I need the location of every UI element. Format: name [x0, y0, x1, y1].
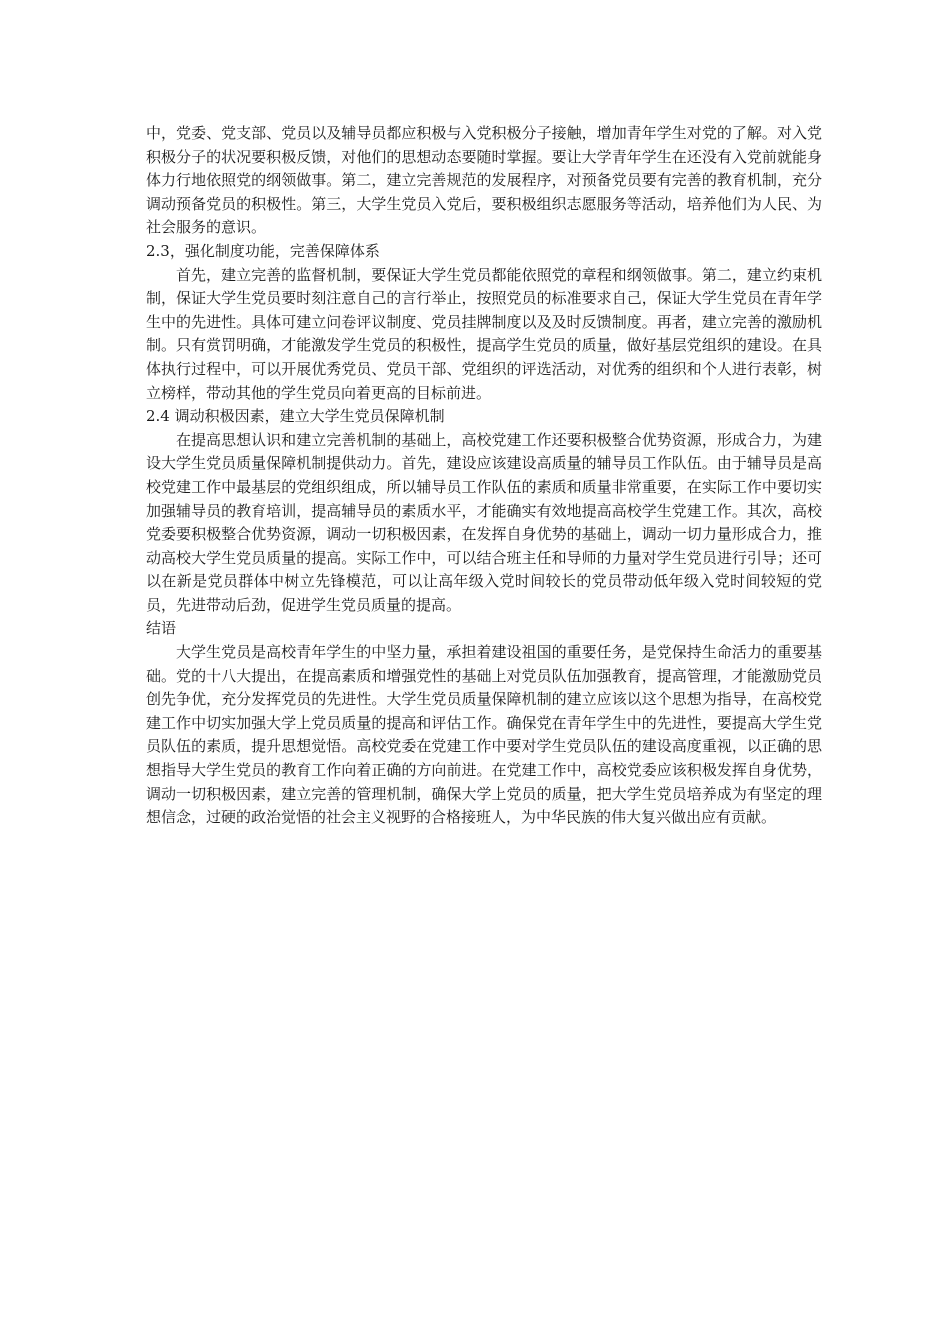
document-page [146, 122, 822, 830]
paragraph-2-3: 首先，建立完善的监督机制，要保证大学生党员都能依照党的章程和纲领做事。第二，建立约束机制，保证大学生党员要时刻注意自己的言行举止，按照党员的标准要求自己，保证大学生党员在青年学生中的先进性。具体可建立问卷评议制度、党员挂牌制度以及及时反馈制度。再者，建立完善的激励机制。只有赏罚明确，才能激发学生党员的积极性，提高学生党员的质量，做好基层党组织的建设。在具体执行过程中，可以开展优秀党员、党员干部、党组织的评选活动，对优秀的组织和个人进行表彰，树立榜样，带动其他的学生党员向着更高的目标前进。 [146, 265, 822, 402]
paragraph-conclusion: 大学生党员是高校青年学生的中坚力量，承担着建设祖国的重要任务，是党保持生命活力的重要基础。党的十八大提出，在提高素质和增强党性的基础上对党员队伍加强教育，提高管理，才能激励党员创先争优，充分发挥党员的先进性。大学生党员质量保障机制的建立应该以这个思想为指导，在高校党建工作中切实加强大学上党员质量的提高和评估工作。确保党在青年学生中的先进性，要提高大学生党员队伍的素质，提升思想觉悟。高校党委在党建工作中要对学生党员队伍的建设高度重视，以正确的思想指导大学生党员的教育工作向着正确的方向前进。在党建工作中，高校党委应该积极发挥自身优势，调动一切积极因素，建立完善的管理机制，确保大学上党员的质量，把大学生党员培养成为有坚定的理想信念，过硬的政治觉悟的社会主义视野的合格接班人，为中华民族的伟大复兴做出应有贡献。 [146, 643, 822, 827]
section-heading-conclusion: 结语 [146, 619, 177, 638]
paragraph-continuation: 中，党委、党支部、党员以及辅导员都应积极与入党积极分子接触，增加青年学生对党的了解。对入党积极分子的状况要积极反馈，对他们的思想动态要随时掌握。要让大学青年学生在还没有入党前就能身体力行地依照党的纲领做事。第二，建立完善规范的发展程序，对预备党员要有完善的教育机制，充分调动预备党员的积极性。第三，大学生党员入党后，要积极组织志愿服务等活动，培养他们为人民、为社会服务的意识。 [146, 124, 822, 237]
paragraph-2-4: 在提高思想认识和建立完善机制的基础上，高校党建工作还要积极整合优势资源，形成合力，为建设大学生党员质量保障机制提供动力。首先，建设应该建设高质量的辅导员工作队伍。由于辅导员是高校党建工作中最基层的党组织组成，所以辅导员工作队伍的素质和质量非常重要，在实际工作中要切实加强辅导员的教育培训，提高辅导员的素质水平，才能确实有效地提高高校学生党建工作。其次，高校党委要积极整合优势资源，调动一切积极因素，在发挥自身优势的基础上，调动一切力量形成合力，推动高校大学生党员质量的提高。实际工作中，可以结合班主任和导师的力量对学生党员进行引导；还可以在新是党员群体中树立先锋模范，可以让高年级入党时间较长的党员带动低年级入党时间较短的党员，先进带动后劲，促进学生党员质量的提高。 [146, 430, 822, 614]
section-heading-2-4: 2.4 调动积极因素，建立大学生党员保障机制 [146, 407, 445, 426]
section-heading-2-3: 2.3，强化制度功能，完善保障体系 [146, 241, 380, 260]
